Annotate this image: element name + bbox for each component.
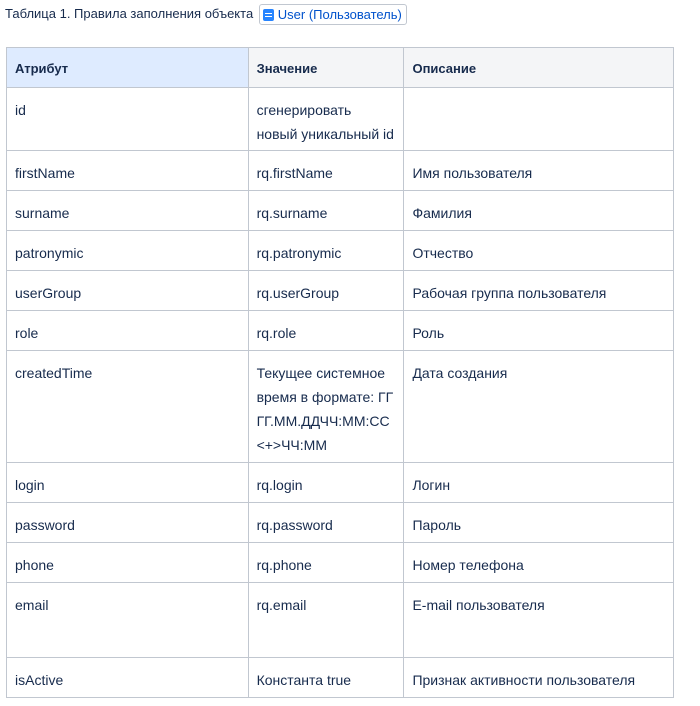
cell-attribute: role xyxy=(7,311,249,351)
table-row xyxy=(7,191,674,231)
table-row xyxy=(7,151,674,191)
cell-description: Номер телефона xyxy=(404,543,674,583)
cell-value: rq.userGroup xyxy=(248,271,404,311)
cell-value: rq.email xyxy=(248,583,404,658)
cell-value: rq.role xyxy=(248,311,404,351)
table-row xyxy=(7,503,674,543)
cell-value: rq.login xyxy=(248,463,404,503)
table-row xyxy=(7,658,674,698)
cell-description: Признак активности пользователя xyxy=(404,658,674,698)
user-page-link[interactable] xyxy=(259,4,407,25)
table-row xyxy=(7,271,674,311)
cell-attribute: login xyxy=(7,463,249,503)
cell-attribute: isActive xyxy=(7,658,249,698)
cell-description: Дата создания xyxy=(404,351,674,463)
caption-text: Таблица 1. Правила заполнения объекта xyxy=(5,6,254,21)
table-row xyxy=(7,311,674,351)
cell-value: rq.phone xyxy=(248,543,404,583)
header-description: Описание xyxy=(404,48,674,88)
table-header-row xyxy=(7,48,674,88)
page-link-label: User (Пользователь) xyxy=(277,6,402,22)
cell-attribute: userGroup xyxy=(7,271,249,311)
cell-value: Константа true xyxy=(248,658,404,698)
table-row xyxy=(7,351,674,463)
cell-attribute: surname xyxy=(7,191,249,231)
cell-description: Имя пользователя xyxy=(404,151,674,191)
table-row xyxy=(7,463,674,503)
cell-description: E-mail пользователя xyxy=(404,583,674,658)
cell-description xyxy=(404,88,674,151)
cell-attribute: email xyxy=(7,583,249,658)
cell-attribute: id xyxy=(7,88,249,151)
cell-attribute: phone xyxy=(7,543,249,583)
cell-attribute: createdTime xyxy=(7,351,249,463)
cell-value: Текущее системное время в формате: ГГГГ.ММ.ДДЧЧ:ММ:СС<+>ЧЧ:ММ xyxy=(248,351,404,463)
table-caption xyxy=(5,4,407,25)
page-icon xyxy=(263,9,274,21)
cell-attribute: firstName xyxy=(7,151,249,191)
cell-attribute: password xyxy=(7,503,249,543)
table-row xyxy=(7,231,674,271)
cell-value: rq.patronymic xyxy=(248,231,404,271)
header-attribute: Атрибут xyxy=(7,48,249,88)
cell-value: сгенерировать новый уникальный id xyxy=(248,88,404,151)
header-value: Значение xyxy=(248,48,404,88)
cell-attribute: patronymic xyxy=(7,231,249,271)
table-row xyxy=(7,88,674,151)
cell-description: Пароль xyxy=(404,503,674,543)
cell-value: rq.firstName xyxy=(248,151,404,191)
cell-description: Отчество xyxy=(404,231,674,271)
attributes-table xyxy=(6,47,674,698)
cell-description: Логин xyxy=(404,463,674,503)
cell-value: rq.surname xyxy=(248,191,404,231)
table-row xyxy=(7,583,674,658)
cell-description: Рабочая группа пользователя xyxy=(404,271,674,311)
cell-description: Фамилия xyxy=(404,191,674,231)
table-row xyxy=(7,543,674,583)
cell-value: rq.password xyxy=(248,503,404,543)
cell-description: Роль xyxy=(404,311,674,351)
